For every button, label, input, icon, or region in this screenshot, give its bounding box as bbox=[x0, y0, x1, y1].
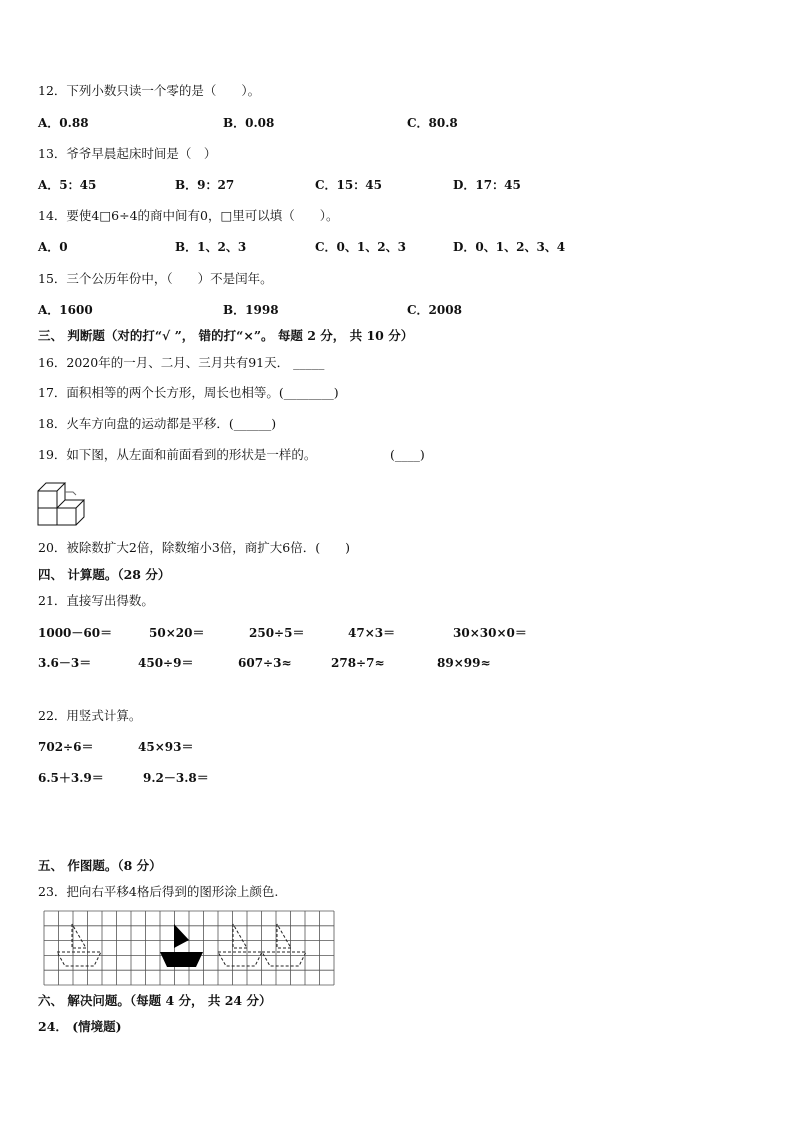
section-5-heading: 五、 作图题。（8 分） bbox=[38, 858, 162, 873]
q17-answer-blank[interactable]: (________) bbox=[278, 385, 339, 400]
q19-answer-blank[interactable]: (____) bbox=[390, 447, 425, 462]
section-3-heading: 三、 判断题（对的打“√ ”， 错的打“×”。 每题 2 分， 共 10 分） bbox=[38, 328, 414, 343]
q22-expr-1: 702÷6＝ bbox=[38, 740, 94, 754]
q18-answer-blank[interactable]: (______) bbox=[228, 416, 277, 431]
q15-stem: 15．三个公历年份中，（ ）不是闰年。 bbox=[38, 271, 273, 286]
q21-expr-4: 47×3＝ bbox=[348, 626, 396, 640]
q15-option-a: A．1600 bbox=[38, 303, 93, 317]
q12-option-c: C．80.8 bbox=[407, 116, 458, 130]
q21-expr-10: 89×99≈ bbox=[437, 656, 491, 670]
dashed-boat-1-hull bbox=[57, 952, 101, 966]
q18-text bbox=[38, 416, 276, 432]
q23-stem: 23．把向右平移4格后得到的图形涂上颜色. bbox=[38, 884, 279, 899]
q21-expr-1: 1000－60＝ bbox=[38, 626, 113, 640]
q24-stem: 24． (情境题) bbox=[38, 1019, 122, 1034]
q13-option-d: D．17：45 bbox=[453, 178, 521, 192]
q21-expr-9: 278÷7≈ bbox=[331, 656, 385, 670]
q16-text bbox=[38, 355, 324, 371]
q21-expr-5: 30×30×0＝ bbox=[453, 626, 527, 640]
q13-option-a: A．5：45 bbox=[38, 178, 97, 192]
q12-option-b: B．0.08 bbox=[223, 116, 275, 130]
q22-expr-4: 9.2－3.8＝ bbox=[143, 771, 209, 785]
q21-expr-8: 607÷3≈ bbox=[238, 656, 292, 670]
q14-option-b: B．1、2、3 bbox=[175, 240, 247, 254]
dashed-boat-3-sail bbox=[277, 924, 291, 948]
stacked-cubes-figure bbox=[36, 478, 90, 528]
q12-option-a: A．0.88 bbox=[38, 116, 89, 130]
q22-expr-3: 6.5＋3.9＝ bbox=[38, 771, 104, 785]
filled-boat-sail bbox=[174, 924, 189, 948]
q21-stem: 21．直接写出得数。 bbox=[38, 593, 154, 608]
section-4-heading: 四、 计算题。（28 分） bbox=[38, 567, 171, 582]
q20-text: 20．被除数扩大2倍，除数缩小3倍，商扩大6倍．( ) bbox=[38, 540, 351, 555]
dashed-boat-1-sail bbox=[72, 924, 86, 948]
q21-expr-2: 50×20＝ bbox=[149, 626, 205, 640]
dashed-boat-3-hull bbox=[262, 952, 306, 966]
q14-stem: 14．要使4□6÷4的商中间有0，□里可以填（ ）。 bbox=[38, 208, 339, 223]
q15-option-c: C．2008 bbox=[407, 303, 462, 317]
filled-boat-hull bbox=[160, 952, 203, 967]
q14-option-d: D．0、1、2、3、4 bbox=[453, 240, 566, 254]
q14-option-c: C．0、1、2、3 bbox=[315, 240, 406, 254]
q12-stem: 12．下列小数只读一个零的是（ ）。 bbox=[38, 83, 261, 98]
q18-statement: 18．火车方向盘的运动都是平移． bbox=[38, 416, 229, 431]
q15-option-b: B．1998 bbox=[223, 303, 279, 317]
q16-statement: 16．2020年的一月、二月、三月共有91天． bbox=[38, 355, 290, 370]
q21-expr-3: 250÷5＝ bbox=[249, 626, 305, 640]
q21-expr-7: 450÷9＝ bbox=[138, 656, 194, 670]
dashed-boat-2-sail bbox=[233, 924, 247, 948]
q13-stem: 13．爷爷早晨起床时间是（ ） bbox=[38, 146, 217, 161]
q22-expr-2: 45×93＝ bbox=[138, 740, 194, 754]
q17-statement: 17．面积相等的两个长方形，周长也相等。 bbox=[38, 385, 279, 400]
translation-grid-figure bbox=[43, 910, 335, 986]
q21-expr-6: 3.6－3＝ bbox=[38, 656, 92, 670]
q13-option-b: B．9：27 bbox=[175, 178, 235, 192]
dashed-boat-2-hull bbox=[218, 952, 262, 966]
section-6-heading: 六、 解决问题。（每题 4 分， 共 24 分） bbox=[38, 993, 272, 1008]
q13-option-c: C．15：45 bbox=[315, 178, 382, 192]
q14-option-a: A．0 bbox=[38, 240, 68, 254]
q22-stem: 22．用竖式计算。 bbox=[38, 708, 142, 723]
q16-answer-blank[interactable]: _____ bbox=[293, 355, 325, 370]
q19-statement: 19．如下图，从左面和前面看到的形状是一样的。 bbox=[38, 447, 317, 462]
q17-text bbox=[38, 385, 339, 401]
